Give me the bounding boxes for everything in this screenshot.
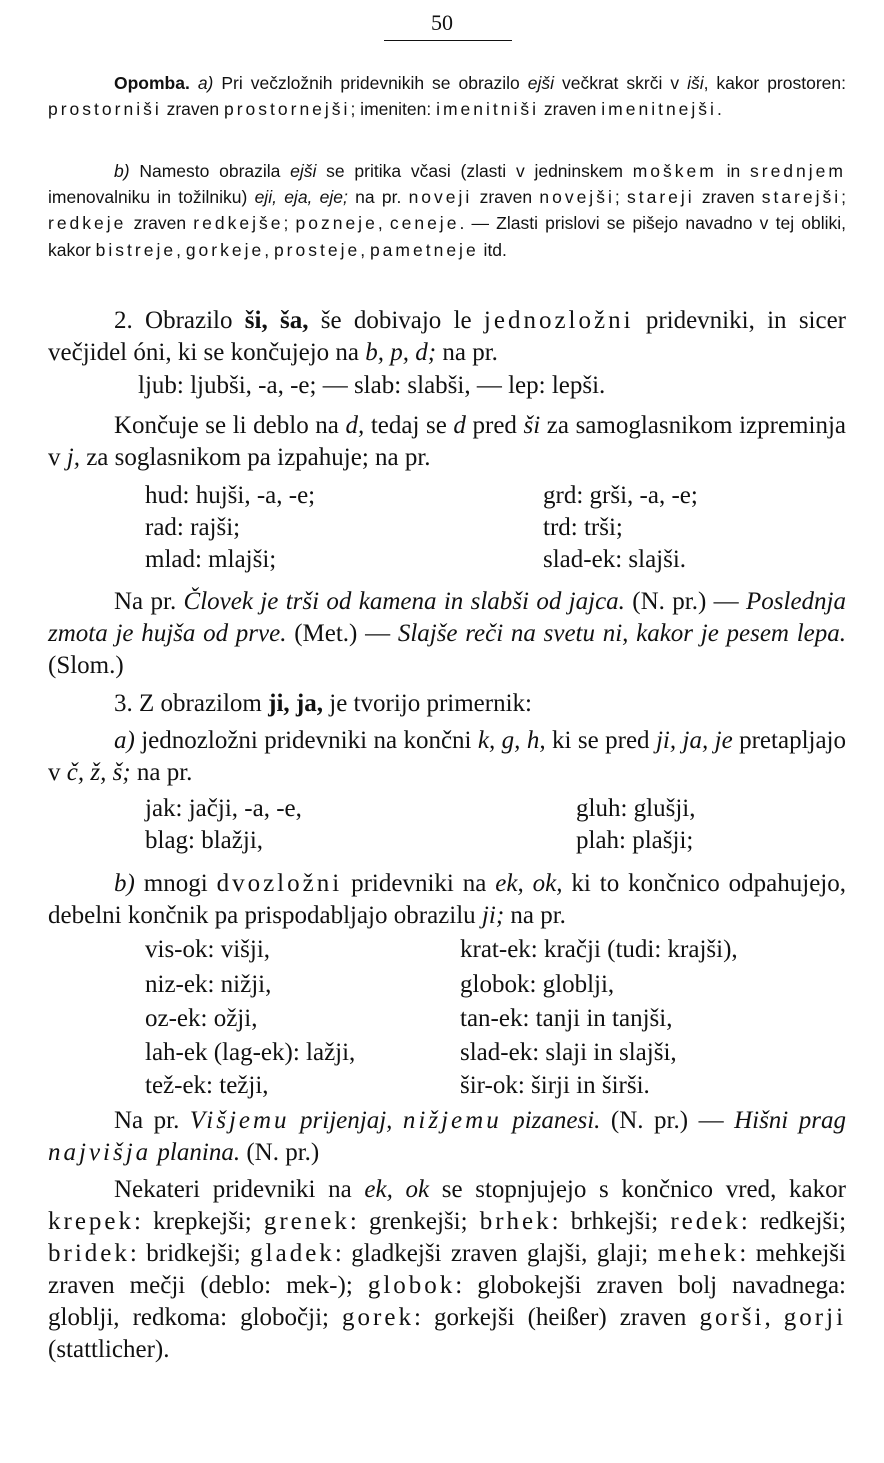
quote: pizanesi. — [501, 1107, 601, 1134]
body-text: jednozložni pridevniki na končni — [134, 727, 478, 754]
note-paragraph-a — [48, 70, 846, 122]
note-spaced: redkejše — [193, 213, 284, 234]
note-spaced: prostornejši — [223, 99, 351, 120]
body-text: se stopnjujejo s končnico vred, kakor — [429, 1176, 846, 1203]
example-left: lah-ek (lag-ek): lažji, — [145, 1039, 356, 1066]
body-text: 3. Z obrazilom — [114, 690, 269, 717]
body-italic: b, p, d; — [365, 339, 437, 366]
quote-spaced: najvišja — [48, 1139, 152, 1166]
body-spaced: dvozložni — [216, 870, 343, 897]
note-text: . — [716, 99, 722, 120]
body-text: je tvorijo primernik: — [323, 690, 532, 717]
body-text: Končuje se li deblo na — [114, 412, 346, 439]
quote: Človek je trši od kamena in slabši od jajca. — [183, 588, 625, 615]
body-text: : krepkejši; — [134, 1208, 264, 1235]
body-text: : gorkejši (heißer) zraven — [413, 1304, 700, 1331]
section-3-paragraph-b — [48, 868, 846, 932]
item-label: b) — [114, 870, 135, 897]
body-text: : bridkejši; — [129, 1240, 251, 1267]
body-italic: ek, ok — [364, 1176, 430, 1203]
note-italic: eji, eja, eje; — [254, 187, 348, 208]
page-number: 50 — [431, 10, 453, 35]
body-text: na pr. — [504, 902, 566, 929]
example-left: niz-ek: nižji, — [145, 971, 272, 998]
section-3-quotes — [48, 1105, 846, 1169]
body-text: pridevniki na — [342, 870, 496, 897]
note-text: ; — [841, 187, 847, 208]
example-left: blag: blažji, — [145, 827, 264, 854]
example-left: mlad: mlajši; — [145, 546, 277, 573]
note-spaced: moškem — [632, 161, 717, 181]
body-spaced: gladek — [250, 1240, 335, 1267]
note-text: ; — [283, 213, 296, 234]
note-a-label: a) — [197, 73, 214, 93]
body-spaced: grenek — [263, 1208, 350, 1235]
quote: prijenjaj, — [289, 1107, 403, 1134]
body-text: : redkejši; — [740, 1208, 847, 1235]
note-italic: ejši — [527, 73, 555, 93]
note-text: , kakor prostoren: — [703, 73, 846, 93]
body-spaced: gorek — [342, 1304, 414, 1331]
body-text: (N. pr.) — — [624, 588, 746, 615]
body-text: (stattlicher). — [48, 1336, 170, 1363]
note-spaced: bistreje — [95, 239, 177, 260]
body-text: na pr. — [130, 759, 193, 786]
note-italic: ejši — [290, 161, 317, 181]
body-text: : brhkejši; — [551, 1208, 671, 1235]
body-text: : mehkejši zraven mečji (deblo: mek-); — [48, 1240, 846, 1299]
note-spaced: starejši — [761, 187, 842, 208]
body-text: Na pr. — [114, 588, 184, 615]
note-italic: iši — [687, 73, 704, 93]
body-text: : grenkejši; — [349, 1208, 480, 1235]
body-text: še dobivajo le — [308, 307, 484, 334]
body-spaced: mehek — [657, 1240, 740, 1267]
body-text: za samoglasnikom izpreminja v — [48, 412, 846, 471]
note-text: Pri večzložnih pridevnikih se obrazilo — [213, 73, 528, 93]
section-3-final-paragraph — [48, 1174, 846, 1366]
note-text: se pritika včasi (zlasti v jedninskem — [316, 161, 633, 181]
note-text: večkrat skrči v — [554, 73, 688, 93]
example-right: globok: globlji, — [460, 971, 615, 998]
note-text: , — [360, 239, 370, 260]
note-text: imenovalniku in tožilniku) — [48, 187, 255, 208]
example-line-ljub: ljub: ljubši, -a, -e; — slab: slabši, — lep: lepši. — [138, 372, 606, 399]
example-right: krat-ek: kračji (tudi: krajši), — [460, 936, 738, 963]
note-text: zraven — [161, 99, 224, 120]
body-text: pretapljajo v — [48, 727, 846, 786]
note-spaced: srednjem — [750, 161, 846, 181]
body-text: (Slom.) — [48, 652, 124, 679]
note-spaced: prosteje — [273, 239, 361, 260]
body-italic: ji; — [481, 902, 505, 929]
section-2-paragraph-d — [48, 410, 846, 474]
note-text: Namesto obrazila — [129, 161, 291, 181]
note-spaced: ceneje — [389, 213, 460, 234]
example-right: gluh: glušji, — [576, 795, 696, 822]
body-spaced: globok — [367, 1272, 456, 1299]
note-text: ; — [614, 187, 627, 208]
body-spaced: bridek — [48, 1240, 130, 1267]
body-text: na pr. — [436, 339, 498, 366]
section-3-heading-paragraph — [48, 688, 846, 720]
body-text: ki se pred — [545, 727, 656, 754]
note-spaced: redkeje — [48, 213, 127, 234]
example-right: slad-ek: slaji in slajši, — [460, 1039, 677, 1066]
example-left: jak: jačji, -a, -e, — [145, 795, 302, 822]
body-text: (N. pr.) — [240, 1139, 320, 1166]
body-italic: j, — [66, 444, 80, 471]
body-text: (Met.) — — [286, 620, 398, 647]
note-spaced: stareji — [626, 187, 695, 208]
body-spaced: gorji — [783, 1304, 847, 1331]
body-italic: č, ž, š; — [66, 759, 131, 786]
note-spaced: imenitniši — [436, 99, 540, 120]
body-spaced: krepek — [48, 1208, 135, 1235]
note-spaced: prostorniši — [48, 99, 162, 120]
body-italic: ši — [523, 412, 541, 439]
body-text: pred — [465, 412, 524, 439]
body-bold: ji, ja, — [268, 690, 323, 717]
example-left: oz-ek: ožji, — [145, 1005, 258, 1032]
body-text: (N. pr.) — — [600, 1107, 735, 1134]
body-text: , — [764, 1304, 784, 1331]
example-right: plah: plašji; — [576, 827, 694, 854]
section-2-paragraph — [48, 305, 846, 369]
example-left: rad: rajši; — [145, 514, 241, 541]
body-text: ki to končnico odpahujejo, debelni končnik pa prispodabljajo obrazilu — [48, 870, 846, 929]
quote: Hišni prag — [734, 1107, 846, 1134]
note-text: . — Zlasti prislovi se pišejo navadno v tej obliki, kakor — [48, 213, 846, 260]
body-spaced: jednozložni — [483, 307, 634, 334]
note-heading: Opomba. — [114, 73, 190, 93]
quote-spaced: Višjemu — [189, 1107, 290, 1134]
note-text: , — [176, 239, 186, 260]
body-text: : gladkejši zraven glajši, glaji; — [334, 1240, 658, 1267]
note-spaced: noveji — [408, 187, 473, 208]
note-spaced: imenitnejši — [601, 99, 717, 120]
note-text: zraven — [472, 187, 540, 208]
note-text: in — [716, 161, 750, 181]
body-text: 2. Obrazilo — [114, 307, 245, 334]
body-text: pridevniki, in sicer večjidel óni, ki se končujejo na — [48, 307, 847, 366]
section-3-paragraph-a — [48, 725, 846, 789]
example-left: tež-ek: težji, — [145, 1072, 269, 1099]
quote: Slajše reči na svetu ni, kakor je pesem lepa. — [397, 620, 846, 647]
note-spaced: gorkeje — [185, 239, 265, 260]
body-text: Nekateri pridevniki na — [114, 1176, 365, 1203]
note-text: , — [264, 239, 274, 260]
body-bold: ši, ša, — [244, 307, 309, 334]
note-paragraph-b — [48, 158, 846, 263]
quote-spaced: nižjemu — [402, 1107, 502, 1134]
note-spaced: pametneje — [369, 239, 479, 260]
body-spaced: gorši — [699, 1304, 765, 1331]
note-text: , — [377, 213, 390, 234]
body-spaced: redek — [670, 1208, 741, 1235]
body-text: Na pr. — [114, 1107, 190, 1134]
note-text: ; imeniten: — [350, 99, 437, 120]
example-right: trd: trši; — [543, 514, 623, 541]
body-text: : globokejši zraven bolj navadnega: globlji, redkoma: globočji; — [48, 1272, 846, 1331]
body-italic: d — [453, 412, 466, 439]
page-number-rule — [384, 40, 512, 41]
note-text: na pr. — [347, 187, 409, 208]
quote: planina. — [151, 1139, 241, 1166]
note-text: zraven — [539, 99, 602, 120]
body-text: za soglasnikom pa izpahuje; na pr. — [79, 444, 431, 471]
note-spaced: pozneje — [295, 213, 378, 234]
body-italic: ek, ok, — [495, 870, 563, 897]
body-text: tedaj se — [364, 412, 454, 439]
section-2-quotes — [48, 586, 846, 682]
note-text: zraven — [694, 187, 762, 208]
note-b-label: b) — [114, 161, 130, 181]
example-right: slad-ek: slajši. — [543, 546, 687, 573]
example-right: grd: grši, -a, -e; — [543, 482, 698, 509]
item-label: a) — [114, 727, 135, 754]
quote: Poslednja zmota je hujša od prve. — [48, 588, 846, 647]
note-text: zraven — [126, 213, 194, 234]
body-italic: k, g, h, — [477, 727, 546, 754]
note-spaced: novejši — [539, 187, 615, 208]
body-text: mnogi — [134, 870, 217, 897]
example-right: šir-ok: širji in širši. — [460, 1072, 650, 1099]
note-text: itd. — [478, 239, 507, 260]
body-italic: d, — [345, 412, 365, 439]
example-left: vis-ok: višji, — [145, 936, 271, 963]
example-left: hud: hujši, -a, -e; — [145, 482, 316, 509]
example-right: tan-ek: tanji in tanjši, — [460, 1005, 673, 1032]
body-spaced: brhek — [479, 1208, 552, 1235]
body-italic: ji, ja, je — [655, 727, 733, 754]
